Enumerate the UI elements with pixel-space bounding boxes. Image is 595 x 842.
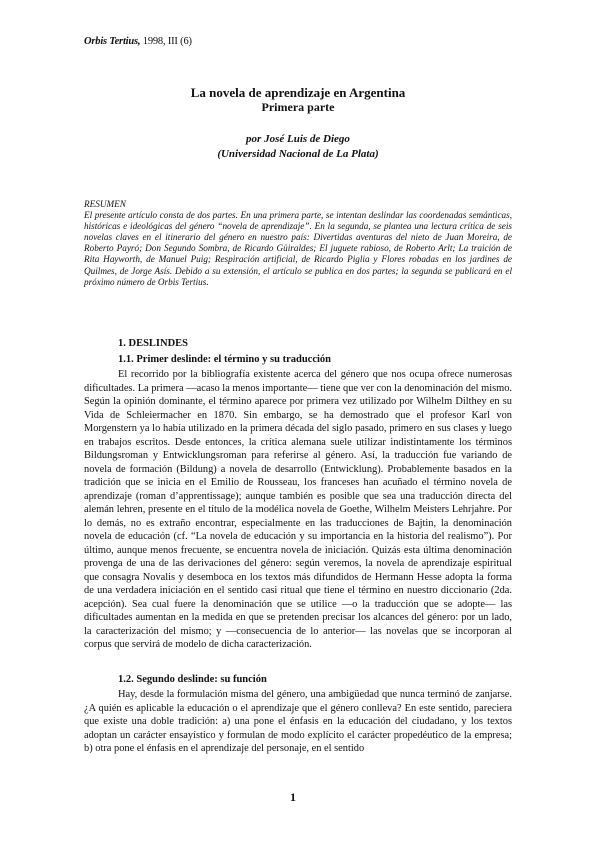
article-subtitle: Primera parte	[261, 100, 335, 114]
section-heading-1-2: 1.2. Segundo deslinde: su función	[118, 674, 267, 685]
page-number: 1	[290, 790, 296, 804]
section-heading-1-1: 1.1. Primer deslinde: el término y su traducción	[118, 354, 331, 365]
body-paragraph-1	[84, 368, 512, 652]
section-heading-1: 1. DESLINDES	[118, 338, 189, 349]
journal-name: Orbis Tertius,	[84, 36, 141, 47]
abstract-heading: RESUMEN	[84, 199, 126, 209]
abstract-block	[84, 199, 512, 288]
article-title: La novela de aprendizaje en Argentina	[190, 85, 406, 100]
paragraph-text: Hay, desde la formulación misma del género, una ambigüedad que nunca terminó de zanjarse. ¿A quién es aplicable la educación o el aprendizaje que el género conlleva? En este sentido, pareciera que existe una doble tradición: a) una pone el énfasis en la educación del ciudadano, y los textos adoptan un carácter ensayístico y formulan de modo explícito el carácter propedéutico de la empresa; b) otra pone el énfasis en el aprendizaje del personaje, en el sentido	[84, 689, 512, 754]
abstract-text: El presente artículo consta de dos partes. En una primera parte, se intentan deslindar las coordenadas semánticas, históricas e ideológicas del género “novela de aprendizaje”. En la segunda, se plantea una lectura crítica de seis novelas claves en el itinerario del género en nuestro país: Divertidas aventuras del nieto de Juan Moreira, de Roberto Payró; Don Segundo Sombra, de Ricardo Güiraldes; El juguete rabioso, de Roberto Arlt; La traición de Rita Hayworth, de Manuel Puig; Respiración artificial, de Ricardo Piglia y Flores robadas en los jardines de Quilmes, de Jorge Asís. Debido a su extensión, el artículo se publica en dos partes; la segunda se publicará en el próximo número de Orbis Tertius.	[84, 210, 512, 287]
journal-header	[84, 36, 192, 47]
journal-issue: 1998, III (6)	[142, 36, 192, 47]
body-paragraph-2	[84, 688, 512, 756]
author-affiliation: (Universidad Nacional de La Plata)	[217, 148, 379, 160]
article-author: por José Luis de Diego	[246, 133, 350, 145]
paragraph-text: El recorrido por la bibliografía existente acerca del género que nos ocupa ofrece numerosas dificultades. La primera —acaso la menos importante— tiene que ver con la denominación del mismo. Según la opinión dominante, el término aparece por primera vez utilizado por Wilhelm Dilthey en su Vida de Schleiermacher en 1870. Sin embargo, se ha demostrado que el profesor Karl von Morgenstern ya lo había utilizado en la primera década del siglo pasado, primero en sus clases y luego en trabajos escritos. Desde entonces, la crítica alemana suele utilizar indistintamente los términos Bildungsroman y Entwicklungsroman para referirse al género. Así, la traducción fue variando de novela de formación (Bildung) a novela de desarrollo (Entwicklung). Probablemente basados en la tradición que se inicia en el Emilio de Rousseau, los franceses han acuñado el término novela de aprendizaje (roman d’apprentissage); aunque también es posible que sea una traducción directa del alemán lehren, presente en el título de la modélica novela de Goethe, Wilhelm Meisters Lehrjahre. Por lo demás, no es extraño encontrar, especialmente en las traducciones de Bajtin, la denominación novela de educación (cf. “La novela de educación y su importancia en la historia del realismo”). Por último, aunque menos frecuente, se encuentra novela de iniciación. Quizás esta última denominación provenga de una de las derivaciones del género: según veremos, la novela de aprendizaje espiritual que consagra Novalis y desemboca en los textos más difundidos de Hermann Hesse adopta la forma de una verdadera iniciación en el sentido casi ritual que tiene el término en nuestro diccionario (2da. acepción). Sea cual fuere la denominación que se utilice —o la traducción que se adopte— las dificultades aumentan en la medida en que se pretenden precisar los alcances del género: por un lado, la caracterización del mismo; y —consecuencia de lo anterior— las novelas que se incorporan al corpus que servirá de modelo de dicha caracterización.	[84, 369, 512, 650]
